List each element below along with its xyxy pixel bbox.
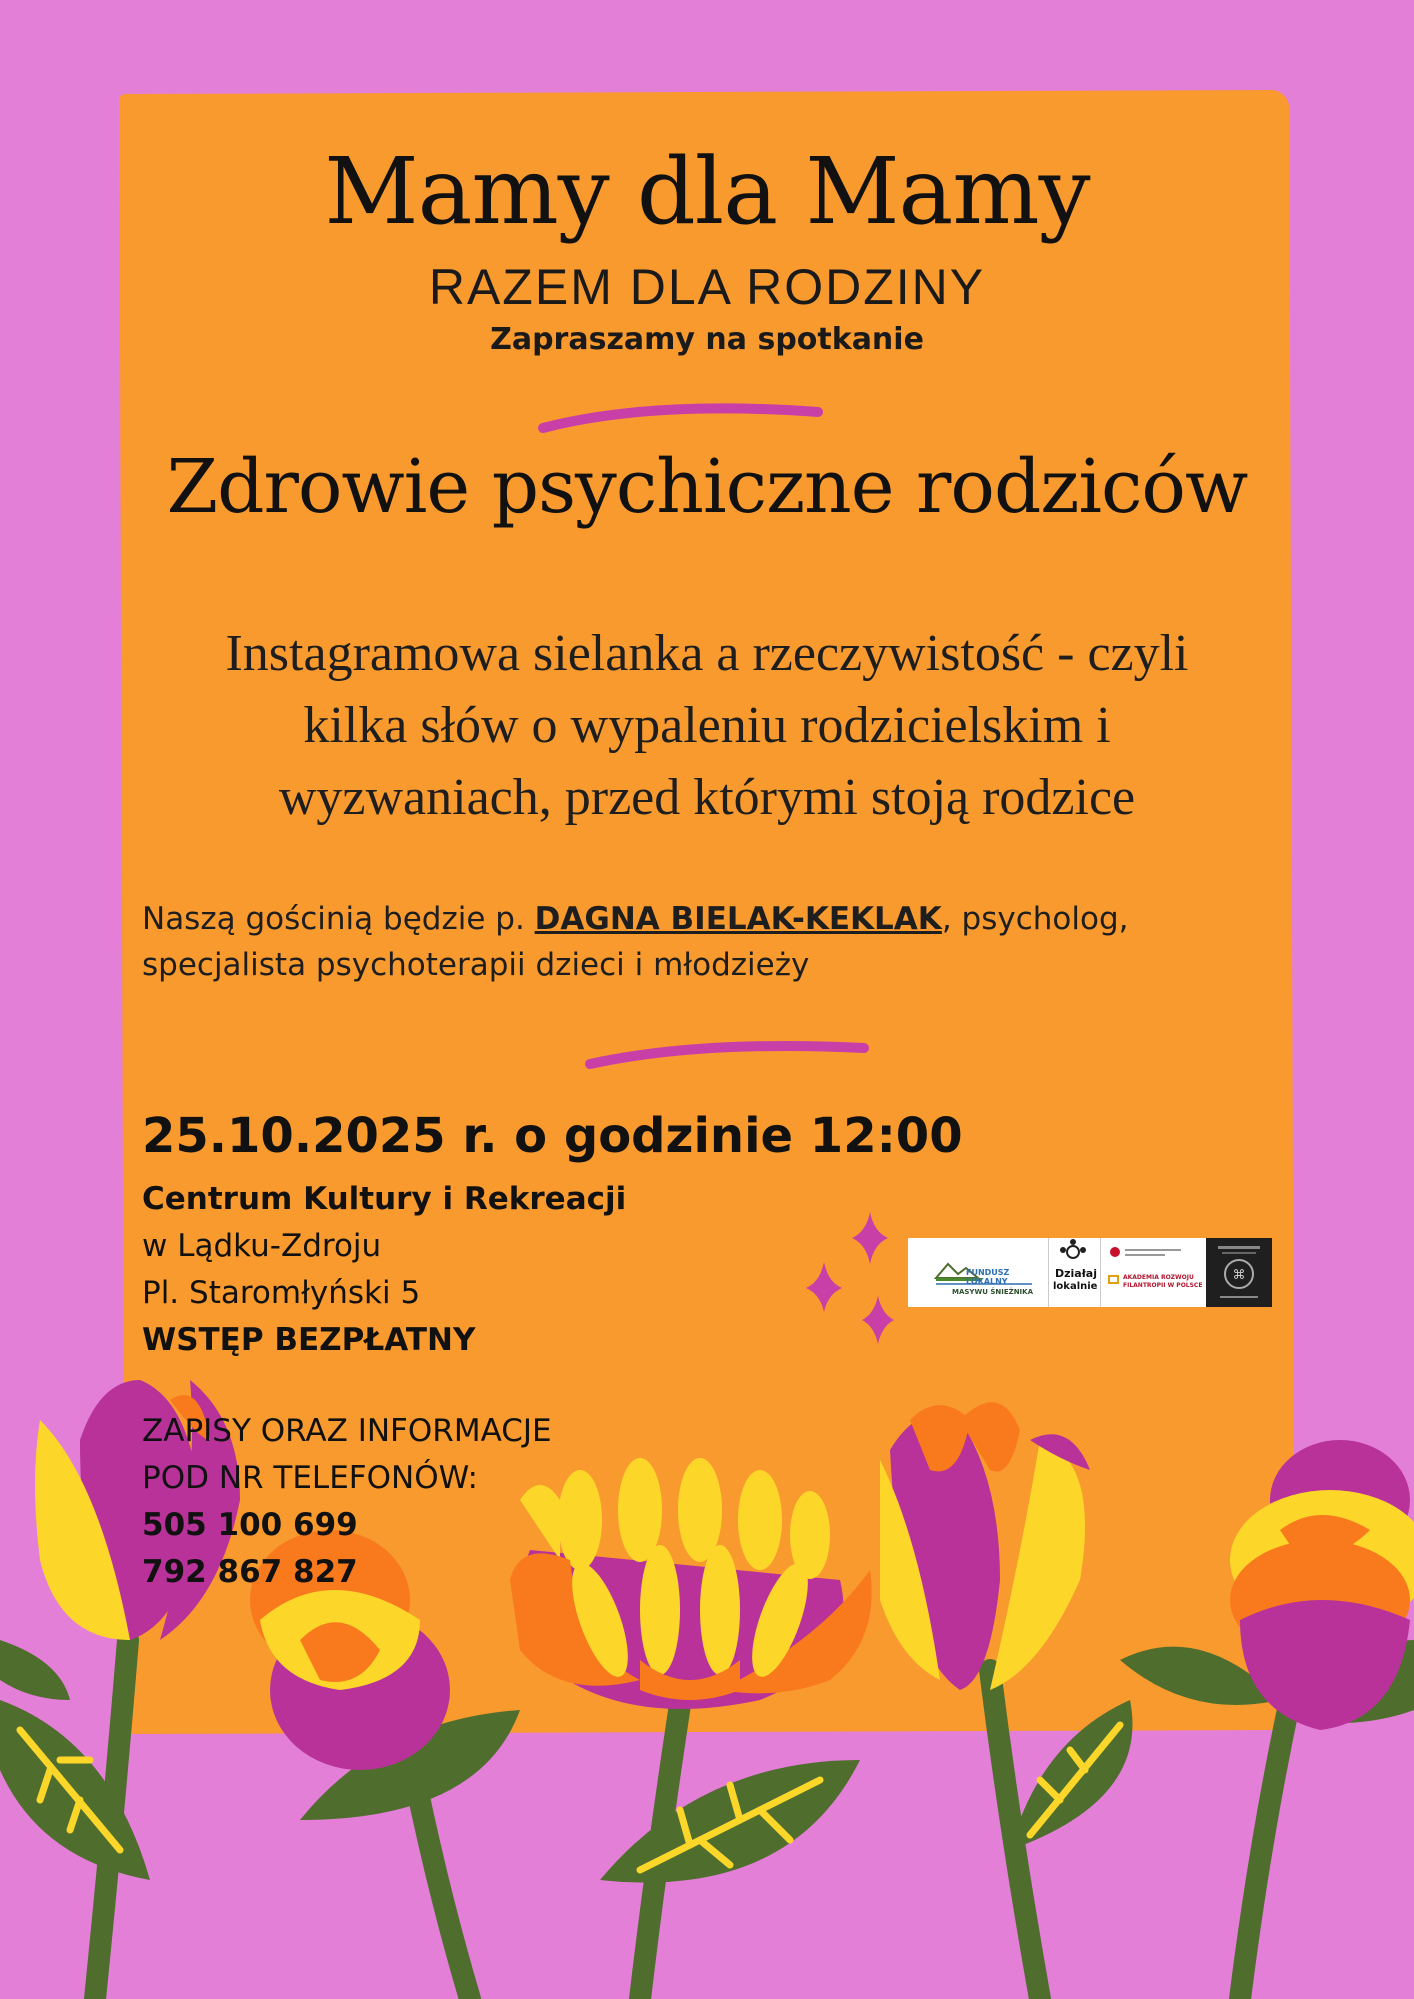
fundusz-lokalny-logo: FUNDUSZ LOKALNY MASYWU ŚNIEŻNIKA: [908, 1238, 1048, 1307]
flower-big-center: [510, 1458, 872, 1709]
guest-specialty: specjalista psychoterapii dzieci i młodzieży: [142, 947, 810, 983]
topic-line: wyzwaniach, przed którymi stoją rodzice: [278, 769, 1136, 826]
contact-block: [142, 1408, 552, 1596]
topic-line: Instagramowa sielanka a rzeczywistość - czyli: [225, 625, 1189, 682]
venue-address: Pl. Staromłyński 5: [142, 1275, 421, 1311]
topic-line: kilka słów o wypaleniu rodzicielskim i: [303, 697, 1111, 754]
event-headline: Zdrowie psychiczne rodziców: [166, 444, 1248, 530]
dzialaj-lokalnie-logo: Działaj lokalnie: [1048, 1238, 1101, 1307]
guest-prefix: Naszą gościnią będzie p.: [142, 901, 535, 937]
poster-title: Mamy dla Mamy: [324, 138, 1090, 245]
guest-suffix: , psycholog,: [941, 901, 1129, 937]
guest-info: [142, 896, 1282, 988]
event-datetime: 25.10.2025 r. o godzinie 12:00: [142, 1108, 963, 1164]
partner-dark-logo: [1206, 1238, 1272, 1307]
contact-line: POD NR TELEFONÓW:: [142, 1460, 478, 1496]
phone-number: 792 867 827: [142, 1554, 358, 1590]
venue-town: w Lądku-Zdroju: [142, 1228, 382, 1264]
sponsor-logos: [908, 1238, 1272, 1307]
sparkle-icon: [862, 1296, 894, 1344]
invite-text: Zapraszamy na spotkanie: [490, 322, 924, 357]
venue-name: Centrum Kultury i Rekreacji: [142, 1181, 627, 1217]
flower-far-right: [1230, 1440, 1414, 1730]
entry-note: WSTĘP BEZPŁATNY: [142, 1322, 476, 1358]
topic-block: [160, 618, 1254, 834]
flower-right-tulip: [880, 1402, 1090, 1690]
sparkle-icon: [852, 1212, 888, 1264]
guest-name: DAGNA BIELAK-KEKLAK: [534, 901, 942, 937]
event-location: [142, 1176, 626, 1364]
accent-stroke-top: [543, 408, 818, 428]
poster-subtitle: RAZEM DLA RODZINY: [428, 259, 986, 315]
akademia-logo: AKADEMIA ROZWOJU FILANTROPII W POLSCE: [1100, 1238, 1207, 1307]
accent-stroke-middle: [590, 1046, 864, 1064]
leaf-veins: [20, 1725, 1120, 1870]
phone-number: 505 100 699: [142, 1507, 358, 1543]
sparkle-icon: [806, 1262, 842, 1312]
contact-line: ZAPISY ORAZ INFORMACJE: [142, 1413, 552, 1449]
svg-text:⌘: ⌘: [1232, 1268, 1246, 1283]
